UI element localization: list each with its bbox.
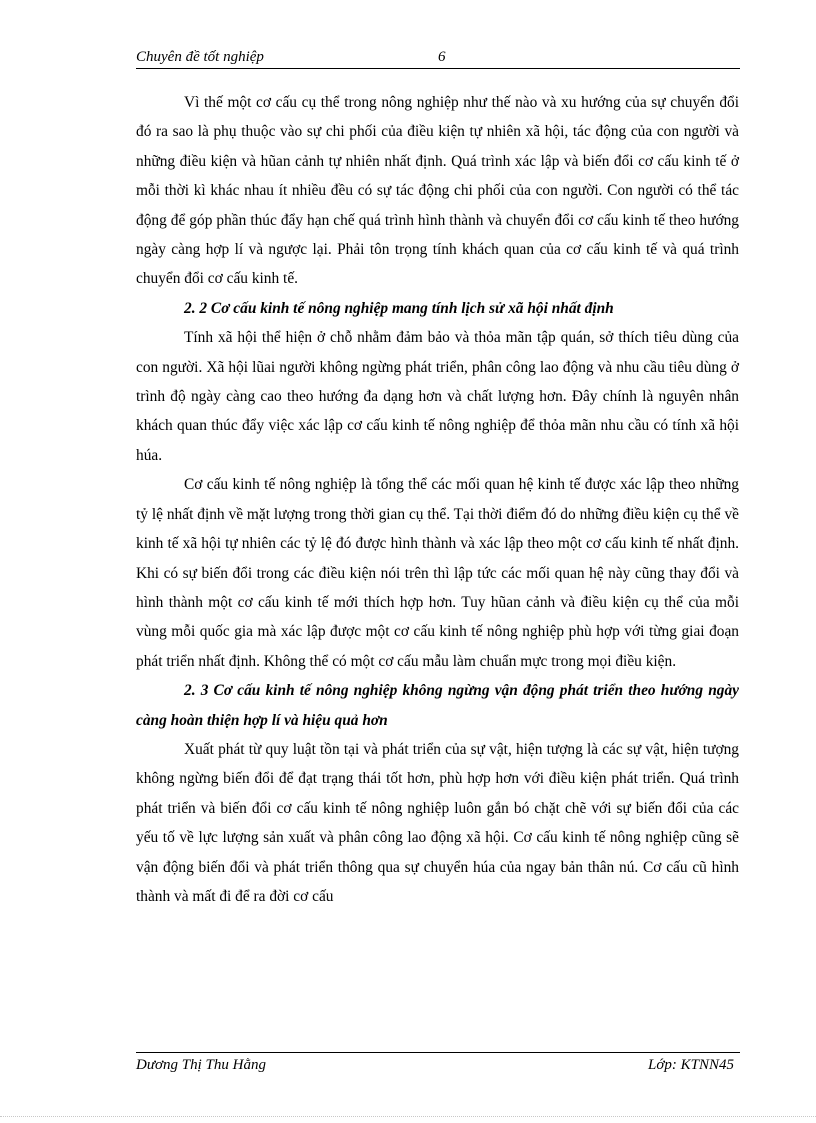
paragraph: Vì thế một cơ cấu cụ thể trong nông nghiệp như thế nào và xu hướng của sự chuyển đổi đó ra sao là phụ thuộc vào sự chi phối của điều kiện tự nhiên xã hội, tác động của con người và những điều kiện và hũan cảnh tự nhiên nhất định. Quá trình xác lập và biến đổi cơ cấu kinh tế ở mỗi thời kì khác nhau ít nhiều đều có sự tác động chi phối của con người. Con người có thể tác động để góp phần thúc đẩy hạn chế quá trình hình thành và chuyển đổi cơ cấu kinh tế theo hướng ngày càng hợp lí và ngược lại. Phải tôn trọng tính khách quan của cơ cấu kinh tế và quá trình chuyển đổi cơ cấu kinh tế. xyxy=(136,94,739,288)
section-heading: 2. 3 Cơ cấu kinh tế nông nghiệp không ngừng vận động phát triển theo hướng ngày càng hoàn thiện hợp lí và hiệu quả hơn xyxy=(136,682,739,729)
page-break-line xyxy=(0,1116,816,1117)
paragraph: Xuất phát từ quy luật tồn tại và phát triển của sự vật, hiện tượng là các sự vật, hiện tượng không ngừng biến đổi để đạt trạng thái tốt hơn, phù hợp hơn với điều kiện phát triển. Quá trình phát triển và biến đổi cơ cấu kinh tế nông nghiệp luôn gắn bó chặt chẽ với sự biến đổi của các yếu tố về lực lượng sản xuất và phân công lao động xã hội. Cơ cấu kinh tế nông nghiệp cũng sẽ vận động biến đổi và phát triển thông qua sự chuyển húa của ngay bản thân nú. Cơ cấu cũ hình thành và mất đi để ra đời cơ cấu xyxy=(136,740,739,905)
section-heading: 2. 2 Cơ cấu kinh tế nông nghiệp mang tính lịch sử xã hội nhất định xyxy=(184,299,614,317)
paragraph: Cơ cấu kinh tế nông nghiệp là tổng thể các mối quan hệ kinh tế được xác lập theo những tỷ lệ nhất định về mặt lượng trong thời gian cụ thể. Tại thời điểm đó do những điều kiện cụ thể về kinh tế xã hội tự nhiên các tỷ lệ đó được hình thành và xác lập theo một cơ cấu kinh tế nhất định. Khi có sự biến đổi trong các điều kiện nói trên thì lập tức các mối quan hệ này cũng thay đổi và hình thành một cơ cấu kinh tế mới thích hợp hơn. Tuy hũan cảnh và điều kiện cụ thể của mỗi vùng mỗi quốc gia mà xác lập được một cơ cấu kinh tế nông nghiệp phù hợp với từng giai đoạn phát triển nhất định. Không thể có một cơ cấu mẫu làm chuẩn mực trong mọi điều kiện. xyxy=(136,476,739,670)
page-footer xyxy=(136,1052,740,1075)
class-label: Lớp: KTNN45 xyxy=(648,1057,734,1073)
author-name: Dương Thị Thu Hằng xyxy=(136,1057,266,1073)
page-header xyxy=(136,48,740,69)
document-body xyxy=(136,88,739,911)
document-title: Chuyên đề tốt nghiệp xyxy=(136,49,264,65)
paragraph: Tính xã hội thể hiện ở chỗ nhằm đảm bảo và thỏa mãn tập quán, sở thích tiêu dùng của con người. Xã hội lũai người không ngừng phát triển, phân công lao động và nhu cầu tiêu dùng ở trình độ ngày càng cao theo hướng đa dạng hơn và chất lượng hơn. Đây chính là nguyên nhân khách quan thúc đẩy việc xác lập cơ cấu kinh tế nông nghiệp để thỏa mãn nhu cầu có tính xã hội húa. xyxy=(136,329,739,464)
page-number: 6 xyxy=(438,49,446,65)
